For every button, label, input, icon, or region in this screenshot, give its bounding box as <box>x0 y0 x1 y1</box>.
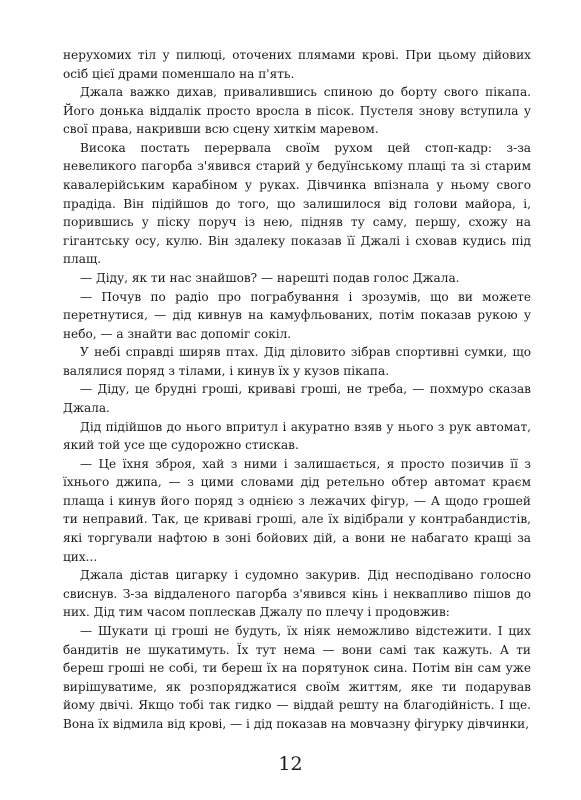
paragraph-11: — Шукати ці гроші не будуть, їх ніяк неможливо відстежити. І цих бандитів не шукатимуть. Їх тут нема — вони самі так кажуть. А ти береш гроші не собі, ти береш їх на порятунок сина. Потім він сам уже вирішуватиме, як розпоряджатися своїм життям, яке ти подарував йому двічі. Якщо тобі так гидко — віддай решту на благодійність. І ще. Вона їх відмила від крові, — і дід показав на мовчазну фігурку дівчинки, <box>63 623 531 731</box>
page-number: 12 <box>278 753 303 775</box>
paragraph-1: нерухомих тіл у пилюці, оточених плямами крові. При цьому дійових осіб цієї драми поменшало на п'ять. <box>63 48 531 81</box>
paragraph-10: Джала дістав цигарку і судомно закурив. Дід несподівано голосно свиснув. З-за віддаленого пагорба з'явився кінь і неквапливо пішов до них. Дід тим часом поплескав Джалу по плечу і продовжив: <box>63 568 531 620</box>
paragraph-2: Джала важко дихав, привалившись спиною до борту свого пікапа. Його донька віддалік просто вросла в пісок. Пустеля знову вступила у свої права, накривши всю сцену хиткім маревом. <box>63 85 531 137</box>
paragraph-9: — Це їхня зброя, хай з ними і залишається, я просто позичив її з їхнього джипа, — з цими словами дід ретельно обтер автомат краєм плаща і кинув його поряд з однією з лежачих фігур, — А щодо грошей ти неправий. Так, це криваві гроші, але їх відібрали у контрабандистів, які торгували нафтою в зоні бойових дій, а вони не набагато кращі за цих... <box>63 456 531 564</box>
paragraph-8: Дід підійшов до нього впритул і акуратно взяв у нього з рук автомат, який той усе ще судорожно стискав. <box>63 419 531 453</box>
paragraph-7: — Діду, це брудні гроші, криваві гроші, не треба, — похмуро сказав Джала. <box>63 382 531 415</box>
paragraph-3: Висока постать перервала своїм рухом цей стоп-кадр: з-за невеликого пагорба з'явився старий у бедуїнському плащі та зі старим кавалерійським карабіном у руках. Дівчинка впізнала у ньому свого прадіда. Він підійшов до того, що залишилося від голови майора, і, порившись у піску поруч із нею, підняв ту саму, першу, схожу на гігантську осу, кулю. Він здалеку показав її Джалі і сховав кудись під плащ. <box>63 140 531 267</box>
paragraph-4: — Діду, як ти нас знайшов? — нарешті подав голос Джала. <box>80 270 460 285</box>
paragraph-5: — Почув по радіо про пограбування і зрозумів, що ви можете перетнутися, — дід кивнув на камуфльованих, потім показав рукою у небо, — а знайти вас допоміг сокіл. <box>63 289 531 341</box>
page-body <box>63 46 531 733</box>
paragraph-6: У небі справді ширяв птах. Дід діловито зібрав спортивні сумки, що валялися поряд з тілами, і кинув їх у кузов пікапа. <box>63 345 531 378</box>
